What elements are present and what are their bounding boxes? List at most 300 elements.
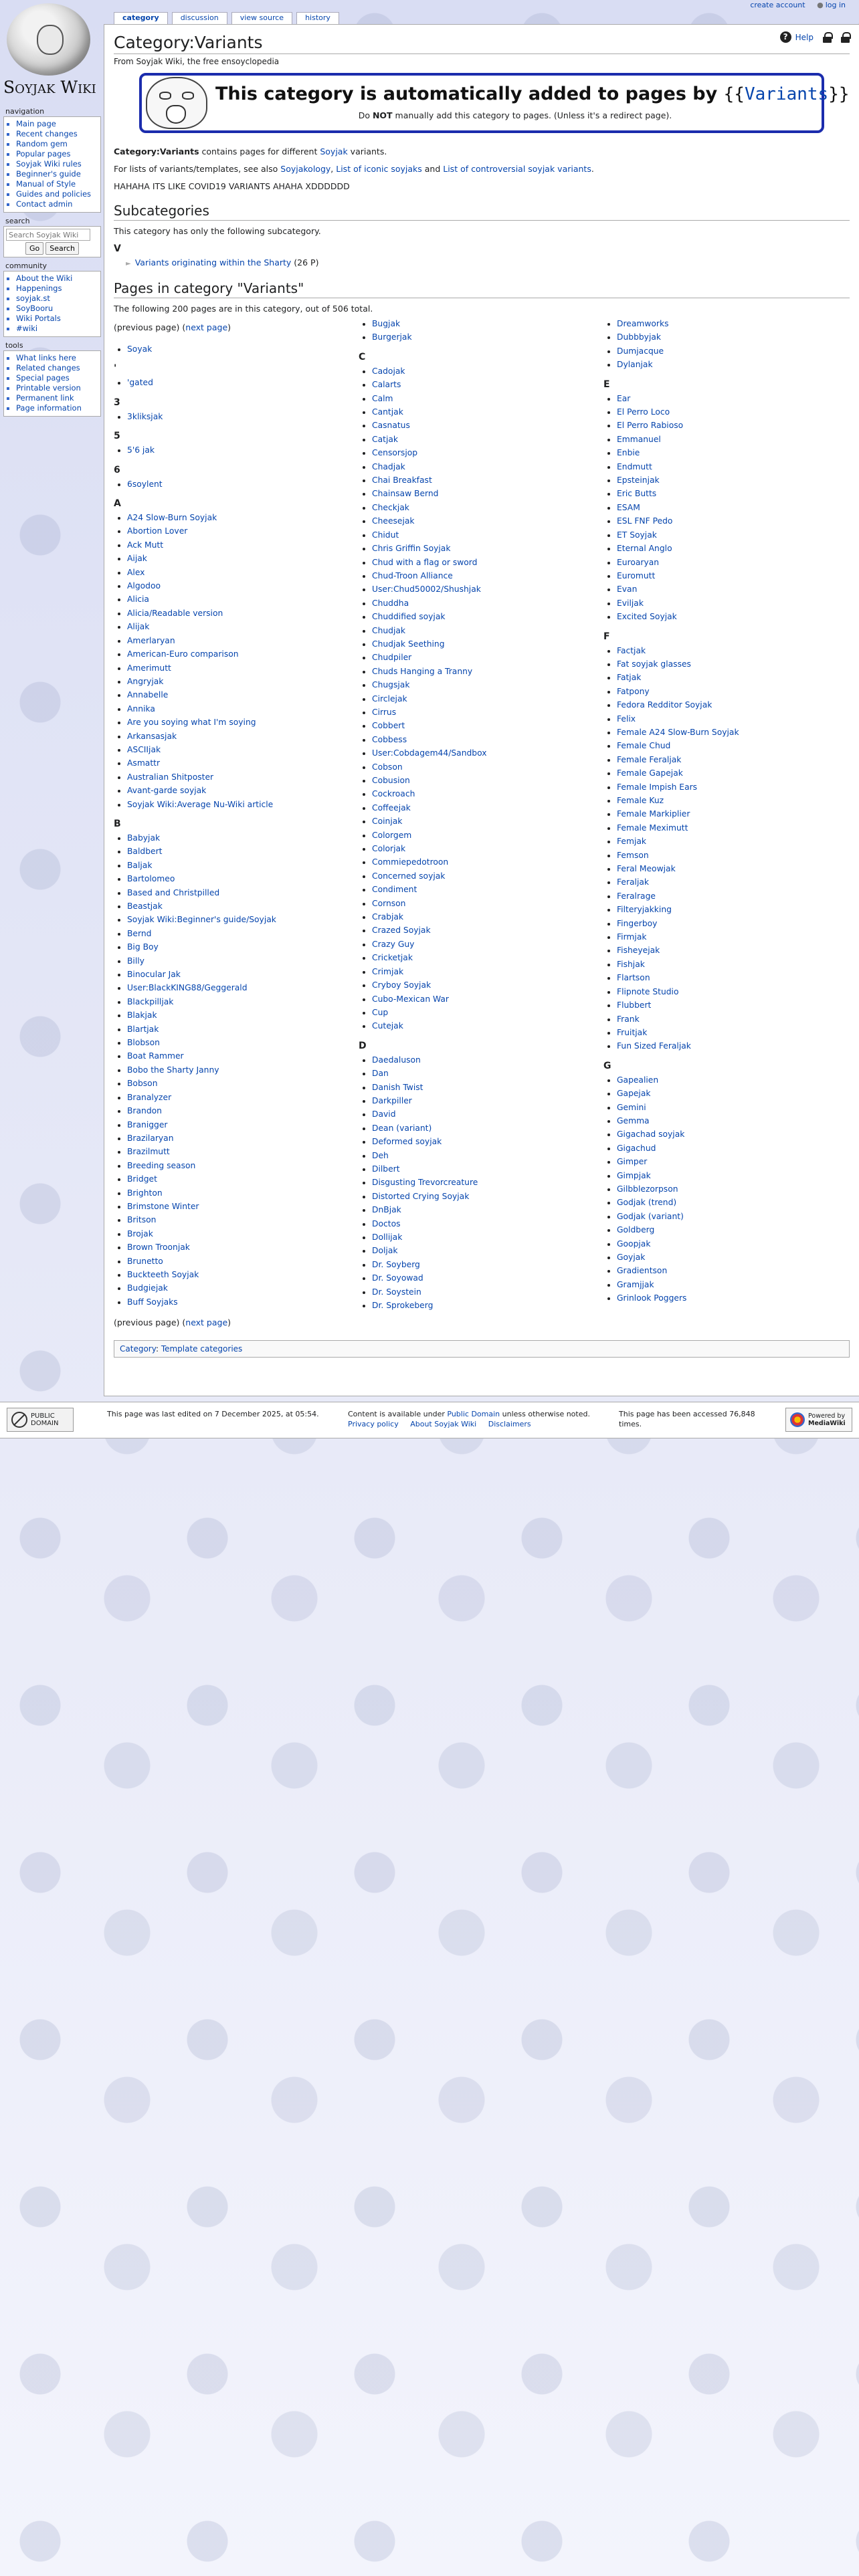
category-page-item-link[interactable]: Crazed Soyjak bbox=[372, 926, 431, 936]
category-page-item-link[interactable]: Gemini bbox=[617, 1102, 646, 1112]
category-page-item-link[interactable]: Eric Butts bbox=[617, 489, 657, 499]
category-page-item-link[interactable]: User:Chud50002/Shushjak bbox=[372, 584, 481, 595]
category-page-item-link[interactable]: Soyjak Wiki:Average Nu-Wiki article bbox=[127, 799, 274, 809]
category-page-item-link[interactable]: Chainsaw Bernd bbox=[372, 489, 439, 499]
category-page-item-link[interactable]: Chuds Hanging a Tranny bbox=[372, 666, 473, 676]
tab-discussion[interactable]: discussion bbox=[172, 12, 227, 24]
search-button[interactable]: Search bbox=[45, 242, 79, 255]
category-page-item-link[interactable]: Euromutt bbox=[617, 570, 656, 580]
category-page-item-link[interactable]: Cryboy Soyjak bbox=[372, 980, 432, 990]
category-page-item-link[interactable]: Frank bbox=[617, 1014, 640, 1024]
category-page-item-link[interactable]: Dean (variant) bbox=[372, 1123, 432, 1133]
category-page-item-link[interactable]: Chudpiler bbox=[372, 653, 412, 663]
category-page-item-link[interactable]: ESAM bbox=[617, 502, 640, 512]
category-page-item-link[interactable]: Based and Christpilled bbox=[127, 887, 220, 897]
category-page-item-link[interactable]: Brown Troonjak bbox=[127, 1243, 190, 1253]
category-page-item-link[interactable]: Eviljak bbox=[617, 598, 644, 608]
category-page-item-link[interactable]: ASCIIjak bbox=[127, 744, 161, 754]
privacy-policy-link[interactable]: Privacy policy bbox=[348, 1420, 399, 1428]
category-page-item-link[interactable]: Female Impish Ears bbox=[617, 782, 698, 792]
category-page-item-link[interactable]: Bobson bbox=[127, 1079, 158, 1089]
category-page-item-link[interactable]: DnBjak bbox=[372, 1205, 401, 1215]
category-page-item-link[interactable]: Are you soying what I'm soying bbox=[127, 718, 256, 728]
category-page-item-link[interactable]: Grinlook Poggers bbox=[617, 1293, 687, 1303]
disclaimers-link[interactable]: Disclaimers bbox=[488, 1420, 531, 1428]
category-page-item-link[interactable]: Eternal Anglo bbox=[617, 544, 672, 554]
sidebar-item-link[interactable]: Guides and policies bbox=[16, 189, 92, 199]
category-page-item-link[interactable]: Femjak bbox=[617, 837, 647, 847]
public-domain-icon bbox=[11, 1412, 27, 1428]
sidebar-item-link[interactable]: About the Wiki bbox=[16, 274, 73, 283]
help-link[interactable]: Help bbox=[795, 32, 814, 42]
variants-template-link[interactable]: Variants bbox=[744, 84, 829, 104]
category-page-item-link[interactable]: Cadojak bbox=[372, 366, 405, 376]
category-page-item-link[interactable]: Cutejak bbox=[372, 1021, 403, 1031]
category-page-item-link[interactable]: Dubbbyjak bbox=[617, 332, 662, 342]
category-page-item-link[interactable]: Baljak bbox=[127, 860, 153, 870]
category-page-item-link[interactable]: Cobusion bbox=[372, 776, 410, 785]
sidebar-item-link[interactable]: soyjak.st bbox=[16, 294, 50, 303]
controversial-variants-link[interactable]: List of controversial soyjak variants bbox=[443, 164, 591, 174]
category-page-item-link[interactable]: Avant-garde soyjak bbox=[127, 786, 207, 796]
category-page-item-link[interactable]: Chidut bbox=[372, 530, 399, 540]
category-page-item-link[interactable]: Britson bbox=[127, 1215, 157, 1225]
category-page-item bbox=[127, 845, 359, 858]
category-page-item-link[interactable]: Ack Mutt bbox=[127, 540, 164, 550]
category-page-item-link[interactable]: Brimstone Winter bbox=[127, 1201, 199, 1211]
category-list bbox=[114, 410, 359, 423]
about-link[interactable]: About Soyjak Wiki bbox=[410, 1420, 477, 1428]
category-page-item bbox=[617, 794, 848, 807]
category-page-item-link[interactable]: Dr. Soyowad bbox=[372, 1273, 423, 1283]
soyjakology-link[interactable]: Soyjakology bbox=[280, 164, 331, 174]
soyjak-link[interactable]: Soyjak bbox=[320, 146, 348, 156]
category-page-item-link[interactable]: Australian Shitposter bbox=[127, 772, 214, 782]
category-page-item-link[interactable]: Calm bbox=[372, 393, 393, 403]
category-page-item-link[interactable]: Abortion Lover bbox=[127, 526, 188, 536]
category-page-item bbox=[127, 1295, 359, 1309]
category-page-item-link[interactable]: Fedora Redditor Soyjak bbox=[617, 700, 712, 710]
category-page-item-link[interactable]: Branigger bbox=[127, 1119, 168, 1130]
category-page-item-link[interactable]: Big Boy bbox=[127, 942, 159, 952]
category-page-item-link[interactable]: Enbie bbox=[617, 448, 640, 458]
category-page-item-link[interactable]: Bobo the Sharty Janny bbox=[127, 1065, 219, 1075]
category-page-item-link[interactable]: Female Kuz bbox=[617, 796, 664, 805]
category-page-item-link[interactable]: Flipnote Studio bbox=[617, 986, 679, 996]
help-icon[interactable]: ? bbox=[780, 31, 791, 43]
category-page-item-link[interactable]: Chudjak bbox=[372, 625, 406, 635]
sidebar-item-link[interactable]: Random gem bbox=[16, 139, 68, 148]
category-page-item-link[interactable]: Blackpilljak bbox=[127, 996, 174, 1006]
category-page-item bbox=[372, 1162, 603, 1176]
category-page-item-link[interactable]: 5'6 jak bbox=[127, 445, 155, 455]
sidebar-item-link[interactable]: Popular pages bbox=[16, 149, 71, 158]
category-page-item-link[interactable]: Annika bbox=[127, 704, 155, 714]
category-page-item-link[interactable]: Cockroach bbox=[372, 789, 415, 799]
category-page-item-link[interactable]: Ear bbox=[617, 393, 631, 403]
sidebar-item-link[interactable]: Contact admin bbox=[16, 199, 73, 209]
category-page-item bbox=[617, 917, 848, 930]
category-page-item-link[interactable]: Godjak (variant) bbox=[617, 1211, 684, 1221]
category-page-item-link[interactable]: Commiepedotroon bbox=[372, 857, 449, 867]
category-page-item-link[interactable]: Cobson bbox=[372, 762, 403, 772]
category-page-item-link[interactable]: Feral Meowjak bbox=[617, 864, 676, 874]
letter-heading: G bbox=[603, 1060, 611, 1071]
category-page-item-link[interactable]: Concerned soyjak bbox=[372, 871, 446, 881]
category-page-item-link[interactable]: Angryjak bbox=[127, 676, 164, 686]
category-page-item-link[interactable]: Gigachad soyjak bbox=[617, 1130, 685, 1140]
category-page-item-link[interactable]: Fat soyjak glasses bbox=[617, 659, 691, 669]
category-page-item-link[interactable]: Cheesejak bbox=[372, 516, 415, 526]
category-page-item bbox=[372, 1094, 603, 1107]
sidebar-item bbox=[16, 324, 98, 334]
user-icon: ● bbox=[817, 1, 824, 9]
category-page-item-link[interactable]: Doctos bbox=[372, 1218, 401, 1228]
site-logo[interactable] bbox=[0, 0, 100, 100]
sidebar-item-link[interactable]: Main page bbox=[16, 119, 56, 128]
lock-icon[interactable] bbox=[823, 32, 832, 43]
category-page-item-link[interactable]: Brazilmutt bbox=[127, 1147, 170, 1157]
sidebar-item bbox=[16, 149, 98, 159]
sidebar-item-link[interactable]: Wiki Portals bbox=[16, 314, 61, 323]
category-page-item-link[interactable]: Daedaluson bbox=[372, 1055, 421, 1065]
category-page-item-link[interactable]: Alicia/Readable version bbox=[127, 608, 223, 618]
category-page-item-link[interactable]: Annabelle bbox=[127, 690, 169, 700]
category-page-item-link[interactable]: Chai Breakfast bbox=[372, 475, 432, 486]
category-page-item-link[interactable]: Endmutt bbox=[617, 461, 652, 471]
sidebar-item-link[interactable]: Manual of Style bbox=[16, 179, 76, 189]
category-page-item-link[interactable]: Brunetto bbox=[127, 1256, 163, 1266]
category-page-item-link[interactable]: Epsteinjak bbox=[617, 475, 660, 486]
letter-heading: D bbox=[359, 1040, 367, 1051]
category-page-item-link[interactable]: Dr. Soystein bbox=[372, 1287, 421, 1297]
category-page-item-link[interactable]: Cubo-Mexican War bbox=[372, 994, 449, 1004]
iconic-soyjaks-link[interactable]: List of iconic soyjaks bbox=[336, 164, 422, 174]
log-in-link[interactable]: ● log in bbox=[817, 1, 846, 9]
category-list bbox=[114, 342, 359, 356]
category-page-item-link[interactable]: El Perro Loco bbox=[617, 407, 670, 417]
category-page-item-link[interactable]: Cobbert bbox=[372, 721, 405, 731]
category-page-item-link[interactable]: Breeding season bbox=[127, 1160, 196, 1170]
category-page-item-link[interactable]: Buff Soyjaks bbox=[127, 1297, 178, 1307]
category-page-item-link[interactable]: Dr. Soyberg bbox=[372, 1259, 420, 1269]
category-page-item bbox=[617, 807, 848, 821]
category-page-item-link[interactable]: Firmjak bbox=[617, 932, 647, 942]
category-page-item-link[interactable]: Female Gapejak bbox=[617, 768, 683, 778]
category-page-item-link[interactable]: Filteryjakking bbox=[617, 905, 672, 915]
sidebar-item-link[interactable]: SoyBooru bbox=[16, 304, 54, 313]
category-page-item-link[interactable]: Female A24 Slow-Burn Soyjak bbox=[617, 727, 739, 737]
category-page-item-link[interactable]: Dumjacque bbox=[617, 346, 664, 356]
category-page-item-link[interactable]: Cornson bbox=[372, 898, 406, 908]
pages-heading: Pages in category "Variants" bbox=[114, 280, 850, 298]
category-page-item-link[interactable]: Female Markiplier bbox=[617, 809, 690, 819]
sidebar-item-link[interactable]: Beginner's guide bbox=[16, 169, 81, 179]
category-page-item-link[interactable]: Deh bbox=[372, 1150, 389, 1160]
category-page-item-link[interactable]: David bbox=[372, 1109, 396, 1119]
category-page-item-link[interactable]: Gapealien bbox=[617, 1075, 659, 1085]
category-page-item-link[interactable]: Coinjak bbox=[372, 817, 403, 827]
category-page-item-link[interactable]: American-Euro comparison bbox=[127, 649, 239, 659]
category-page-item-link[interactable]: Cricketjak bbox=[372, 953, 413, 963]
category-page-item bbox=[127, 743, 359, 756]
sidebar-item bbox=[16, 383, 98, 393]
notice-subtext: Do NOT manually add this category to pages. (Unless it's a redirect page). bbox=[358, 110, 672, 120]
category-page-item-link[interactable]: Disgusting Trevorcreature bbox=[372, 1178, 478, 1188]
category-page-item-link[interactable]: Chugsjak bbox=[372, 680, 410, 690]
category-page-item-link[interactable]: Alex bbox=[127, 567, 145, 577]
category-page-item-link[interactable]: Cup bbox=[372, 1007, 389, 1017]
lock-icon[interactable] bbox=[841, 32, 850, 43]
portlet-heading: navigation bbox=[5, 107, 45, 116]
search-input[interactable] bbox=[6, 229, 90, 241]
category-page-item-link[interactable]: Goyjak bbox=[617, 1253, 646, 1262]
sidebar-item bbox=[16, 353, 98, 363]
category-page-item-link[interactable]: Dr. Sprokeberg bbox=[372, 1301, 434, 1311]
category-page-item-link[interactable]: Flubbert bbox=[617, 1000, 652, 1010]
category-page-item bbox=[372, 829, 603, 842]
category-page-item-link[interactable]: Feralrage bbox=[617, 891, 656, 901]
category-page-item-link[interactable]: Alijak bbox=[127, 622, 150, 632]
category-page-item-link[interactable]: Female Chud bbox=[617, 741, 671, 751]
category-page-item-link[interactable]: Bugjak bbox=[372, 319, 401, 328]
category-page-item-link[interactable]: Coffeejak bbox=[372, 802, 411, 813]
category-page-item-link[interactable]: Cantjak bbox=[372, 407, 403, 417]
category-page-item-link[interactable]: Bernd bbox=[127, 928, 152, 938]
category-page-item-link[interactable]: Brandon bbox=[127, 1106, 162, 1116]
go-button[interactable]: Go bbox=[25, 242, 43, 255]
category-page-item-link[interactable]: Babyjak bbox=[127, 833, 161, 843]
category-page-item-link[interactable]: Budgiejak bbox=[127, 1283, 168, 1293]
category-page-item bbox=[372, 992, 603, 1006]
category-page-item-link[interactable]: El Perro Rabioso bbox=[617, 421, 684, 431]
category-page-item-link[interactable]: Alicia bbox=[127, 595, 149, 605]
category-page-item-link[interactable]: Aijak bbox=[127, 554, 147, 564]
category-page-item-link[interactable]: Factjak bbox=[617, 645, 646, 655]
portlet-heading: search bbox=[5, 217, 30, 225]
category-page-item-link[interactable]: Gramjjak bbox=[617, 1279, 654, 1289]
category-page-item-link[interactable]: Gradientson bbox=[617, 1266, 668, 1276]
category-page-item-link[interactable]: Gigachud bbox=[617, 1143, 656, 1153]
category-page-item-link[interactable]: Baldbert bbox=[127, 847, 163, 857]
sidebar-item-link[interactable]: Happenings bbox=[16, 284, 62, 293]
category-page-item-link[interactable]: 3kliksjak bbox=[127, 411, 163, 421]
category-page-item-link[interactable]: Brighton bbox=[127, 1188, 163, 1198]
sidebar-item-link[interactable]: #wiki bbox=[16, 324, 38, 333]
letter-heading: 5 bbox=[114, 431, 120, 442]
category-page-item-link[interactable]: Brazilaryan bbox=[127, 1133, 174, 1143]
category-page-item-link[interactable]: Excited Soyjak bbox=[617, 612, 677, 622]
category-page-item-link[interactable]: Condiment bbox=[372, 885, 417, 895]
sidebar-item-link[interactable]: Page information bbox=[16, 403, 82, 413]
tab-category[interactable]: category bbox=[114, 12, 168, 24]
category-page-item-link[interactable]: Chuddha bbox=[372, 598, 409, 608]
category-page-item bbox=[617, 1026, 848, 1039]
category-page-item bbox=[617, 862, 848, 875]
category-page-item-link[interactable]: Beastjak bbox=[127, 901, 163, 911]
subcategories-heading: Subcategories bbox=[114, 203, 850, 221]
category-page-item-link[interactable]: Catjak bbox=[372, 434, 399, 444]
category-page-item-link[interactable]: Crimjak bbox=[372, 966, 404, 976]
category-page-item-link[interactable]: Checkjak bbox=[372, 502, 409, 512]
category-page-item-link[interactable]: Dilbert bbox=[372, 1164, 400, 1174]
category-page-item-link[interactable]: Dollijak bbox=[372, 1232, 403, 1242]
category-page-item-link[interactable]: A24 Slow-Burn Soyjak bbox=[127, 513, 217, 523]
category-page-item-link[interactable]: Brojak bbox=[127, 1228, 153, 1239]
category-page-item-link[interactable]: Godjak (trend) bbox=[617, 1198, 677, 1208]
category-page-item-link[interactable]: Bartolomeo bbox=[127, 874, 175, 884]
category-page-item-link[interactable]: Fisheyejak bbox=[617, 946, 660, 956]
category-page-item bbox=[372, 910, 603, 924]
category-page-item-link[interactable]: User:BlackKING88/Geggerald bbox=[127, 983, 248, 993]
category-page-item-link[interactable]: Euroaryan bbox=[617, 557, 660, 567]
category-page-item-link[interactable]: Goldberg bbox=[617, 1225, 655, 1235]
category-page-item-link[interactable]: Blakjak bbox=[127, 1010, 157, 1021]
subcategory-link[interactable]: Variants originating within the Sharty bbox=[134, 257, 292, 267]
category-page-item-link[interactable]: Darkpiller bbox=[372, 1095, 412, 1105]
category-page-item-link[interactable]: Casnatus bbox=[372, 421, 410, 431]
category-page-item-link[interactable]: Binocular Jak bbox=[127, 970, 181, 980]
category-page-item-link[interactable]: Boat Rammer bbox=[127, 1051, 184, 1061]
category-page-item-link[interactable]: Chris Griffin Soyjak bbox=[372, 544, 451, 554]
template-categories-link[interactable]: Template categories bbox=[161, 1344, 243, 1354]
category-page-item-link[interactable]: Fishjak bbox=[617, 959, 645, 969]
category-page-item-link[interactable]: Colorjak bbox=[372, 844, 406, 854]
tab-history[interactable]: history bbox=[296, 12, 339, 24]
sidebar-item-link[interactable]: Related changes bbox=[16, 363, 80, 372]
category-page-item bbox=[617, 1087, 848, 1100]
category-page-item-link[interactable]: Dan bbox=[372, 1069, 389, 1079]
category-label-link[interactable]: Category bbox=[120, 1344, 156, 1354]
public-domain-link[interactable]: Public Domain bbox=[447, 1410, 500, 1418]
category-page-item-link[interactable]: Distorted Crying Soyjak bbox=[372, 1191, 470, 1201]
category-page-item-link[interactable]: Billy bbox=[127, 956, 145, 966]
category-page-item-link[interactable]: Cirrus bbox=[372, 707, 397, 717]
category-page-item bbox=[372, 869, 603, 883]
category-page-item-link[interactable]: Crabjak bbox=[372, 912, 404, 922]
category-page-item bbox=[372, 528, 603, 542]
create-account-link[interactable]: create account bbox=[750, 1, 805, 9]
category-page-item-link[interactable]: Chud-Troon Alliance bbox=[372, 570, 453, 580]
category-page-item-link[interactable]: Algodoo bbox=[127, 581, 161, 591]
sidebar-item-link[interactable]: Permanent link bbox=[16, 393, 74, 403]
pager-bottom: (previous page) (next page) bbox=[114, 1317, 231, 1328]
sidebar-item-link[interactable]: Special pages bbox=[16, 373, 70, 383]
category-page-item-link[interactable]: 'gated bbox=[127, 378, 153, 388]
category-page-item-link[interactable]: Chudjak Seething bbox=[372, 639, 445, 649]
category-page-item-link[interactable]: Gilbblezorpson bbox=[617, 1184, 678, 1194]
category-page-item bbox=[372, 473, 603, 487]
category-page-item-link[interactable]: Female Feraljak bbox=[617, 754, 682, 764]
sidebar-item bbox=[16, 373, 98, 383]
category-page-item-link[interactable]: Evan bbox=[617, 584, 638, 595]
category-page-item-link[interactable]: ET Soyjak bbox=[617, 530, 657, 540]
category-page-item-link[interactable]: Feraljak bbox=[617, 877, 650, 887]
joke-paragraph: HAHAHA ITS LIKE COVID19 VARIANTS AHAHA XDDDDDD bbox=[114, 181, 350, 191]
category-page-item-link[interactable]: Fruitjak bbox=[617, 1027, 648, 1037]
category-page-item-link[interactable]: Blobson bbox=[127, 1038, 160, 1048]
category-page-item-link[interactable]: User:Cobdagem44/Sandbox bbox=[372, 748, 487, 758]
category-page-item-link[interactable]: Arkansasjak bbox=[127, 731, 177, 741]
category-page-item-link[interactable]: Goopjak bbox=[617, 1239, 651, 1249]
category-list bbox=[359, 1053, 603, 1313]
category-page-item-link[interactable]: Doljak bbox=[372, 1246, 398, 1256]
category-page-item-link[interactable]: Amerlaryan bbox=[127, 635, 175, 645]
category-page-item-link[interactable]: Gemma bbox=[617, 1115, 650, 1125]
category-page-item-link[interactable]: Female Meximutt bbox=[617, 823, 688, 833]
category-page-item-link[interactable]: Asmattr bbox=[127, 758, 161, 768]
category-page-item-link[interactable]: Fatpony bbox=[617, 686, 650, 696]
category-page-item-link[interactable]: Emmanuel bbox=[617, 434, 661, 444]
category-page-item-link[interactable]: Circlejak bbox=[372, 693, 407, 704]
next-page-link[interactable]: next page bbox=[185, 322, 228, 332]
category-page-item-link[interactable]: Fun Sized Feraljak bbox=[617, 1041, 691, 1051]
category-page-item-link[interactable]: Femson bbox=[617, 850, 649, 860]
category-page-item-link[interactable]: Dylanjak bbox=[617, 360, 653, 370]
category-page-item-link[interactable]: Gapejak bbox=[617, 1089, 651, 1099]
sidebar-item-link[interactable]: What links here bbox=[16, 353, 76, 362]
category-page-item-link[interactable]: Soyak bbox=[127, 344, 153, 354]
category-page-item-link[interactable]: Crazy Guy bbox=[372, 939, 415, 949]
category-page-item bbox=[617, 1012, 848, 1026]
category-page-item-link[interactable]: 6soylent bbox=[127, 479, 163, 489]
category-page-item bbox=[617, 712, 848, 726]
expand-triangle-icon[interactable]: ► bbox=[126, 260, 131, 267]
category-page-item-link[interactable]: Colorgem bbox=[372, 830, 412, 840]
category-page-item bbox=[617, 405, 848, 419]
category-page-item bbox=[372, 569, 603, 582]
category-page-item-link[interactable]: Censorsjop bbox=[372, 448, 418, 458]
category-page-item-link[interactable]: Fingerboy bbox=[617, 918, 658, 928]
category-page-item-link[interactable]: Bridget bbox=[127, 1174, 157, 1184]
category-page-item-link[interactable]: Burgerjak bbox=[372, 332, 412, 342]
category-page-item-link[interactable]: Flartson bbox=[617, 973, 650, 983]
category-page-item bbox=[372, 1258, 603, 1271]
category-page-item bbox=[127, 995, 359, 1008]
sidebar-item-link[interactable]: Printable version bbox=[16, 383, 81, 393]
sidebar-item-link[interactable]: Soyjak Wiki rules bbox=[16, 159, 82, 169]
category-page-item-link[interactable]: Chadjak bbox=[372, 461, 405, 471]
category-page-item-link[interactable]: Fatjak bbox=[617, 673, 642, 683]
category-page-item-link[interactable]: Danish Twist bbox=[372, 1082, 423, 1092]
category-page-item-link[interactable]: Deformed soyjak bbox=[372, 1137, 442, 1147]
category-page-item bbox=[617, 739, 848, 752]
category-page-item-link[interactable]: Calarts bbox=[372, 380, 401, 390]
category-page-item-link[interactable]: Cobbess bbox=[372, 734, 407, 744]
category-page-item-link[interactable]: Felix bbox=[617, 714, 636, 724]
category-page-item-link[interactable]: Chud with a flag or sword bbox=[372, 557, 478, 567]
category-page-item-link[interactable]: Buckteeth Soyjak bbox=[127, 1269, 199, 1279]
category-page-item-link[interactable]: Gimper bbox=[617, 1157, 648, 1167]
tab-view-source[interactable]: view source bbox=[231, 12, 292, 24]
mediawiki-badge[interactable]: Powered by MediaWiki bbox=[785, 1408, 852, 1432]
category-page-item-link[interactable]: Branalyzer bbox=[127, 1092, 172, 1102]
category-page-item-link[interactable]: Amerimutt bbox=[127, 663, 171, 673]
sidebar-item bbox=[16, 189, 98, 199]
category-page-item-link[interactable]: ESL FNF Pedo bbox=[617, 516, 673, 526]
category-page-item bbox=[127, 410, 359, 423]
category-page-item-link[interactable]: Chuddified soyjak bbox=[372, 612, 446, 622]
category-page-item bbox=[127, 1281, 359, 1295]
next-page-link[interactable]: next page bbox=[185, 1317, 228, 1328]
category-page-item bbox=[617, 610, 848, 623]
sidebar-item-link[interactable]: Recent changes bbox=[16, 129, 78, 138]
public-domain-badge[interactable]: PUBLIC DOMAIN bbox=[7, 1408, 74, 1432]
category-page-item-link[interactable]: Gimpjak bbox=[617, 1170, 651, 1180]
category-page-item-link[interactable]: Soyjak Wiki:Beginner's guide/Soyjak bbox=[127, 915, 276, 925]
category-page-item-link[interactable]: Dreamworks bbox=[617, 319, 669, 328]
category-page-item-link[interactable]: Blartjak bbox=[127, 1024, 159, 1034]
